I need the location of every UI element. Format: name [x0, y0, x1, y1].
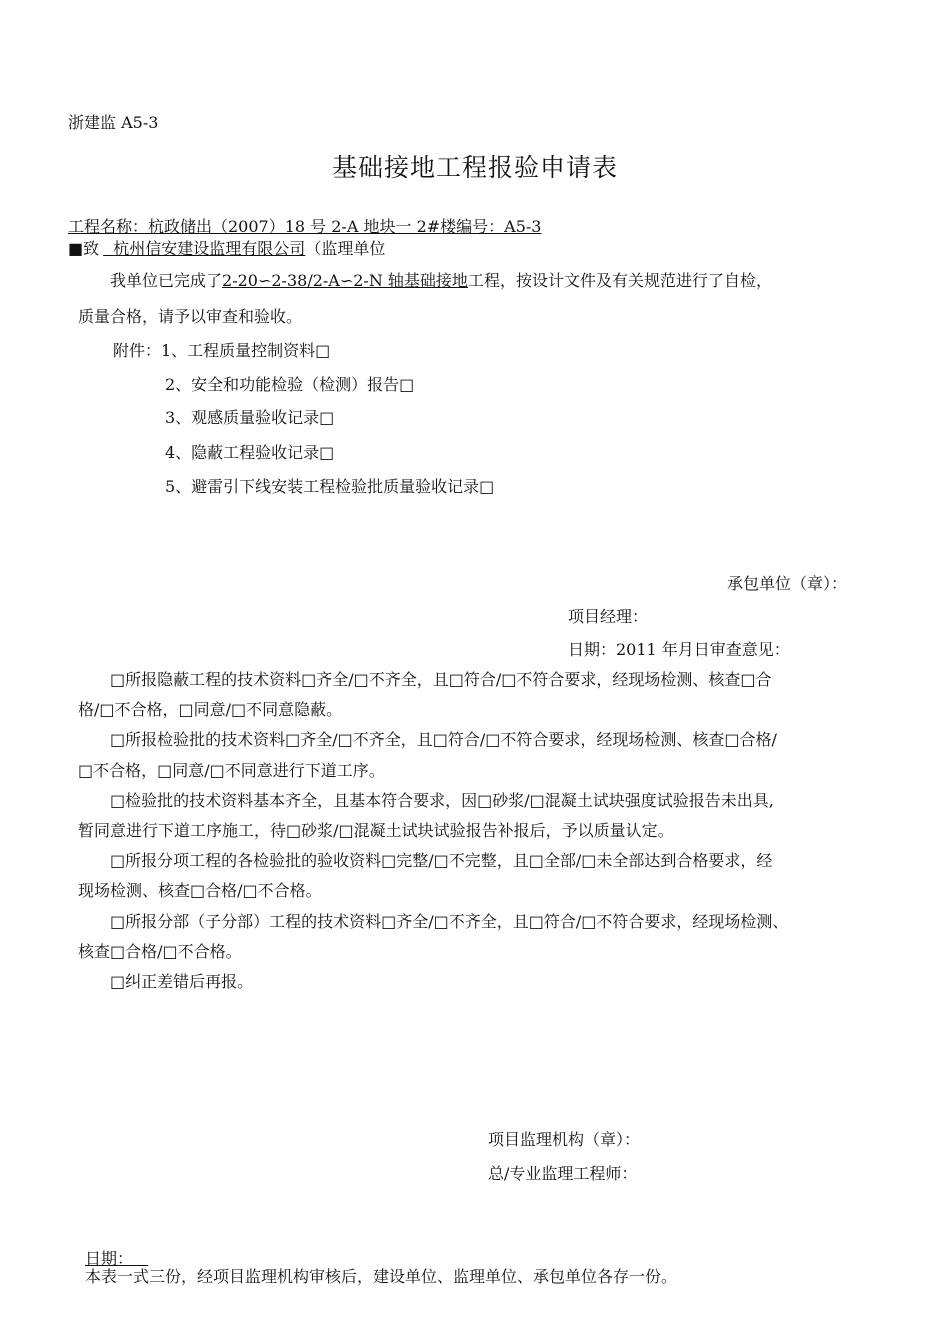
addressee-unit: 杭州信安建设监理有限公司	[113, 239, 306, 258]
intro-after: 工程，按设计文件及有关规范进行了自检，	[467, 271, 772, 290]
project-name-line: 工程名称：杭政储出（2007）18 号 2-A 地块一 2#楼编号：A5-3	[68, 217, 542, 236]
review-option-line: 核查□合格/□不合格。	[78, 942, 242, 961]
intro-line-1	[110, 268, 772, 291]
attachment-item: 3、观感质量验收记录□	[165, 408, 335, 427]
attachment-item: 4、隐蔽工程验收记录□	[165, 443, 335, 462]
intro-before: 我单位已完成了	[110, 271, 223, 290]
page-title: 基础接地工程报验申请表	[331, 153, 618, 182]
review-option-line: □所报分项工程的各检验批的验收资料□完整/□不完整，且□全部/□未全部达到合格要求，经	[110, 851, 773, 870]
review-option-line: 格/□不合格，□同意/□不同意隐蔽。	[78, 700, 343, 719]
review-option-line: □检验批的技术资料基本齐全，且基本符合要求，因□砂浆/□混凝土试块强度试验报告未出具,	[110, 791, 774, 810]
review-option-line: □所报检验批的技术资料□齐全/□不齐全，且□符合/□不符合要求，经现场检测、核查□合格/	[110, 730, 777, 749]
intro-line-2: 质量合格，请予以审查和验收。	[78, 307, 303, 326]
review-option-line: □所报隐蔽工程的技术资料□齐全/□不齐全，且□符合/□不符合要求，经现场检测、核查□合	[110, 670, 772, 689]
review-option-line: 暂同意进行下道工序施工，待□砂浆/□混凝土试块试验报告补报后，予以质量认定。	[78, 821, 674, 840]
attachment-item: 5、避雷引下线安装工程检验批质量验收记录□	[165, 477, 495, 496]
addressee-prefix: ■致	[68, 239, 100, 258]
form-code: 浙建监 A5-3	[68, 113, 159, 132]
review-option-line: 现场检测、核查□合格/□不合格。	[78, 881, 322, 900]
attachment-item: 附件：1、工程质量控制资料□	[113, 341, 331, 360]
attachment-item: 2、安全和功能检验（检测）报告□	[165, 375, 415, 394]
supervision-seal-label: 项目监理机构（章）：	[488, 1130, 641, 1149]
contractor-date-label: 日期：2011 年月日审查意见：	[568, 640, 790, 659]
footer-note: 本表一式三份，经项目监理机构审核后，建设单位、监理单位、承包单位各存一份。	[85, 1267, 678, 1286]
addressee-line	[68, 236, 385, 259]
review-option-line: □所报分部（子分部）工程的技术资料□齐全/□不齐全，且□符合/□不符合要求，经现场检测、	[110, 912, 789, 931]
intro-work-scope: 2-20∽2-38/2-A∽2-N 轴基础接地	[222, 271, 468, 290]
footer-date-label: 日期：	[85, 1249, 134, 1268]
supervision-engineer-label: 总/专业监理工程师：	[488, 1164, 638, 1183]
project-manager-label: 项目经理：	[568, 607, 649, 626]
review-option-line: □不合格，□同意/□不同意进行下道工序。	[78, 761, 385, 780]
review-option-line: □纠正差错后再报。	[110, 972, 254, 991]
addressee-suffix: （监理单位	[305, 239, 386, 258]
contractor-seal-label: 承包单位（章）：	[727, 574, 848, 593]
